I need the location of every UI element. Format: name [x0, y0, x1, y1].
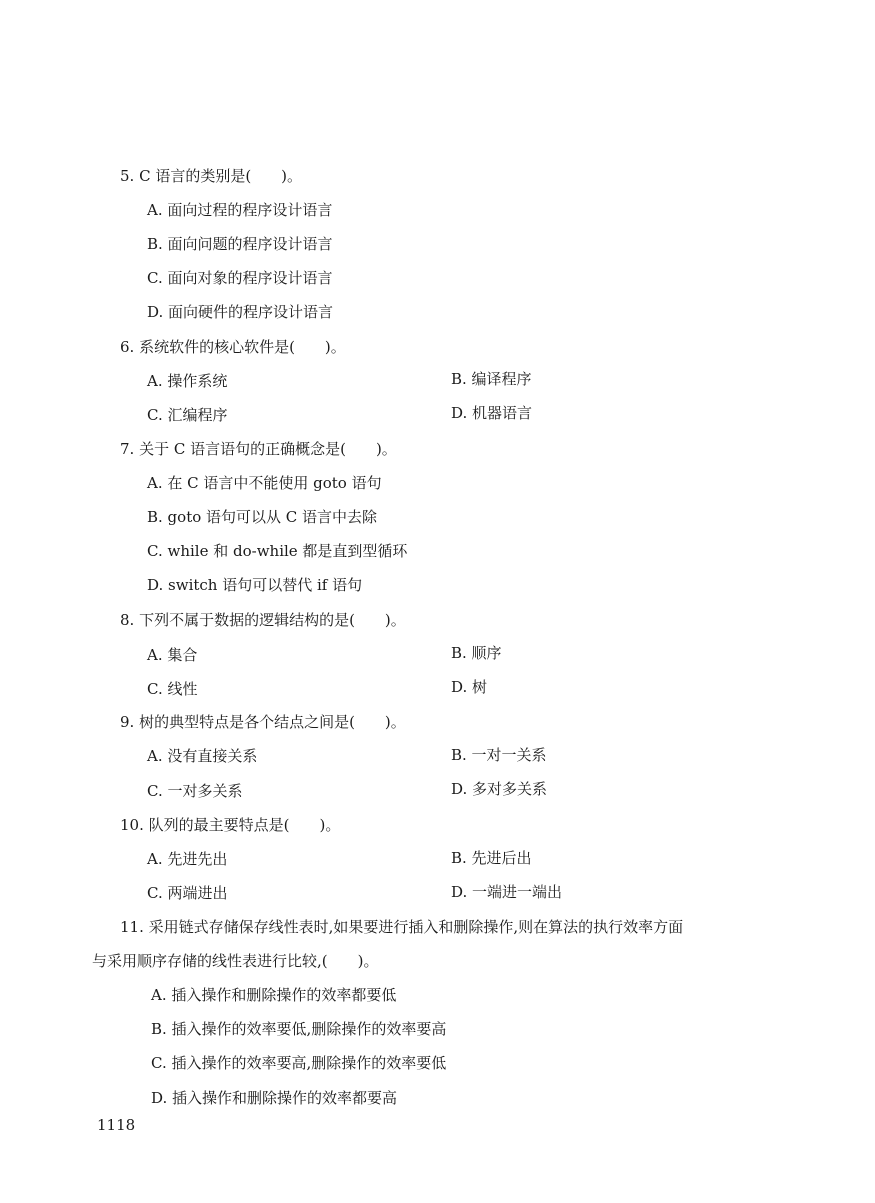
question-11-stem-line-1: 11. 采用链式存储保存线性表时,如果要进行插入和删除操作,则在算法的执行效率方面 [120, 918, 684, 936]
question-6-stem: 6. 系统软件的核心软件是( )。 [120, 338, 346, 356]
page-number: 1118 [97, 1116, 136, 1134]
question-11-stem-line-2: 与采用顺序存储的线性表进行比较,( )。 [92, 952, 379, 970]
question-7-option-b: B. goto 语句可以从 C 语言中去除 [147, 508, 378, 526]
question-8-option-c: C. 线性 [147, 680, 198, 698]
question-8-option-d: D. 树 [451, 678, 488, 696]
question-5-option-c: C. 面向对象的程序设计语言 [147, 269, 333, 287]
question-8-option-a: A. 集合 [147, 646, 198, 664]
question-6-option-a: A. 操作系统 [147, 372, 228, 390]
question-6-option-c: C. 汇编程序 [147, 406, 228, 424]
question-7-option-a: A. 在 C 语言中不能使用 goto 语句 [147, 474, 382, 492]
question-10-stem: 10. 队列的最主要特点是( )。 [120, 816, 341, 834]
question-11-option-a: A. 插入操作和删除操作的效率都要低 [151, 986, 397, 1004]
question-11-option-c: C. 插入操作的效率要高,删除操作的效率要低 [151, 1054, 447, 1072]
question-11-option-d: D. 插入操作和删除操作的效率都要高 [151, 1089, 398, 1107]
question-6-option-d: D. 机器语言 [451, 404, 533, 422]
question-10-option-c: C. 两端进出 [147, 884, 228, 902]
question-7-option-d: D. switch 语句可以替代 if 语句 [147, 576, 363, 594]
question-9-option-c: C. 一对多关系 [147, 782, 243, 800]
question-8-option-b: B. 顺序 [451, 644, 502, 662]
question-9-option-b: B. 一对一关系 [451, 746, 547, 764]
question-5-stem: 5. C 语言的类别是( )。 [120, 167, 303, 185]
question-5-option-d: D. 面向硬件的程序设计语言 [147, 303, 334, 321]
question-9-option-a: A. 没有直接关系 [147, 747, 258, 765]
question-9-option-d: D. 多对多关系 [451, 780, 548, 798]
question-9-stem: 9. 树的典型特点是各个结点之间是( )。 [120, 713, 406, 731]
question-11-option-b: B. 插入操作的效率要低,删除操作的效率要高 [151, 1020, 447, 1038]
question-5-option-b: B. 面向问题的程序设计语言 [147, 235, 333, 253]
question-10-option-a: A. 先进先出 [147, 850, 228, 868]
question-7-option-c: C. while 和 do-while 都是直到型循环 [147, 542, 408, 560]
question-5-option-a: A. 面向过程的程序设计语言 [147, 201, 333, 219]
question-10-option-d: D. 一端进一端出 [451, 883, 563, 901]
question-6-option-b: B. 编译程序 [451, 370, 532, 388]
question-10-option-b: B. 先进后出 [451, 849, 532, 867]
question-8-stem: 8. 下列不属于数据的逻辑结构的是( )。 [120, 611, 406, 629]
question-7-stem: 7. 关于 C 语言语句的正确概念是( )。 [120, 440, 397, 458]
